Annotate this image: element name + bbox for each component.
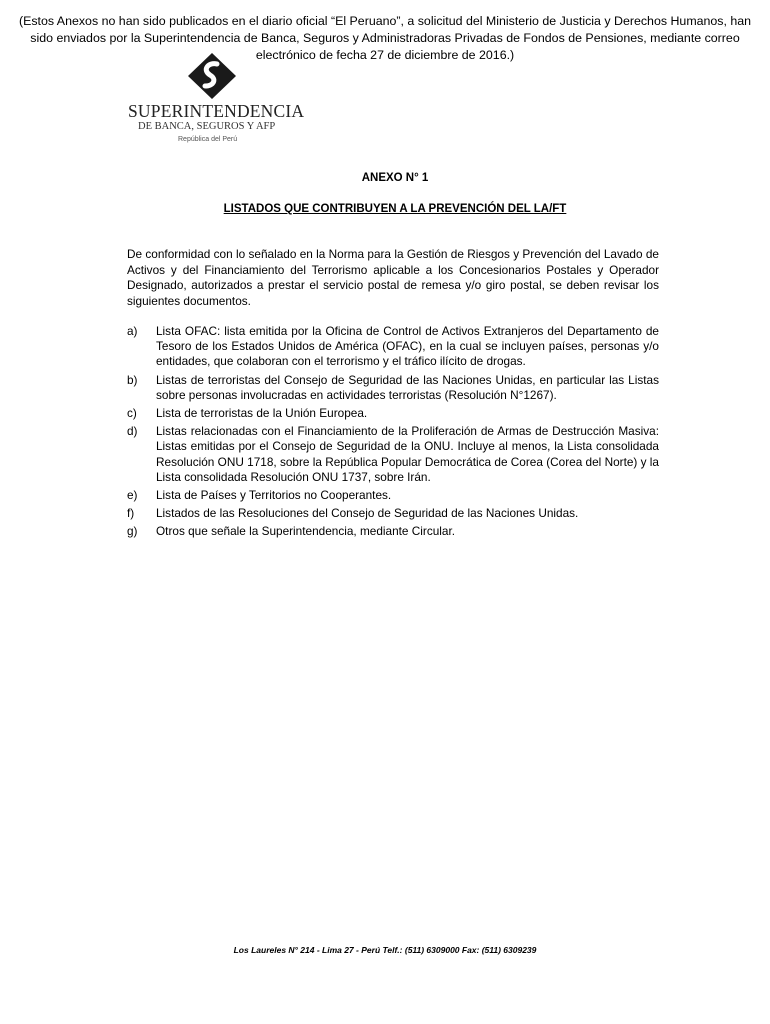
list-marker: e) <box>127 488 138 503</box>
list-marker: c) <box>127 406 137 421</box>
list-item-text: Lista OFAC: lista emitida por la Oficina de Control de Activos Extranjeros del Departamento de Tesoro de los Estados Unidos de América (OFAC), en la cual se incluyen países, personas y/o entidades, que colaboran con el terrorismo y el tráfico ilícito de drogas. <box>156 324 659 369</box>
list-item <box>127 506 659 521</box>
list-marker: b) <box>127 372 138 387</box>
sbs-logo <box>126 52 306 150</box>
list-item <box>127 488 659 503</box>
logo-subname: DE BANCA, SEGUROS Y AFP <box>138 121 276 132</box>
list-item <box>127 524 659 539</box>
list-item-text: Listas de terroristas del Consejo de Seguridad de las Naciones Unidas, en particular las Listas sobre personas involucradas en actividades terroristas (Resolución N°1267). <box>156 372 659 402</box>
annex-subtitle: LISTADOS QUE CONTRIBUYEN A LA PREVENCIÓN DEL LA/FT <box>223 203 567 215</box>
address-footer: Los Laureles N° 214 - Lima 27 - Perú Telf.: (511) 6309000 Fax: (511) 6309239 <box>233 945 537 955</box>
list-item <box>127 424 659 485</box>
publication-note: (Estos Anexos no han sido publicados en el diario oficial “El Peruano”, a solicitud del Ministerio de Justicia y Derechos Humanos, han sido enviados por la Superintendencia de Banca, Seguros y Administradoras Privadas de Fondos de Pensiones, mediante correo electrónico de fecha 27 de diciembre de 2016.) <box>18 14 752 62</box>
list-item-text: Lista de Países y Territorios no Cooperantes. <box>156 488 392 503</box>
list-marker: a) <box>127 324 138 338</box>
list-marker: d) <box>127 424 138 439</box>
annex-title: ANEXO N° 1 <box>361 172 429 184</box>
list-item-text: Lista de terroristas de la Unión Europea. <box>156 406 368 421</box>
list-marker: g) <box>127 524 138 539</box>
list-item-text: Otros que señale la Superintendencia, mediante Circular. <box>156 524 456 539</box>
list-marker: f) <box>127 506 135 521</box>
sbs-emblem-icon <box>186 52 238 100</box>
list-item-text: Listados de las Resoluciones del Consejo de Seguridad de las Naciones Unidas. <box>156 506 579 521</box>
logo-country: República del Perú <box>178 136 238 143</box>
list-item-text: Listas relacionadas con el Financiamiento de la Proliferación de Armas de Destrucción Masiva: Listas emitidas por el Consejo de Seguridad de la ONU. Incluye al menos, la Lista consolidada Resolución ONU 1718, sobre la República Popular Democrática de Corea (Corea del Norte) y la Lista consolidada Resolución ONU 1737, sobre Irán. <box>156 424 659 484</box>
document-list <box>127 324 659 543</box>
intro-paragraph: De conformidad con lo señalado en la Norma para la Gestión de Riesgos y Prevención del Lavado de Activos y del Financiamiento del Terrorismo aplicable a los Concesionarios Postales y Operador Designado, autorizados a prestar el servicio postal de remesa y/o giro postal, se deben revisar los siguientes documentos. <box>127 247 659 308</box>
list-item <box>127 406 659 421</box>
logo-name: SUPERINTENDENCIA <box>128 101 305 121</box>
list-item <box>127 373 659 403</box>
list-item <box>127 324 659 370</box>
